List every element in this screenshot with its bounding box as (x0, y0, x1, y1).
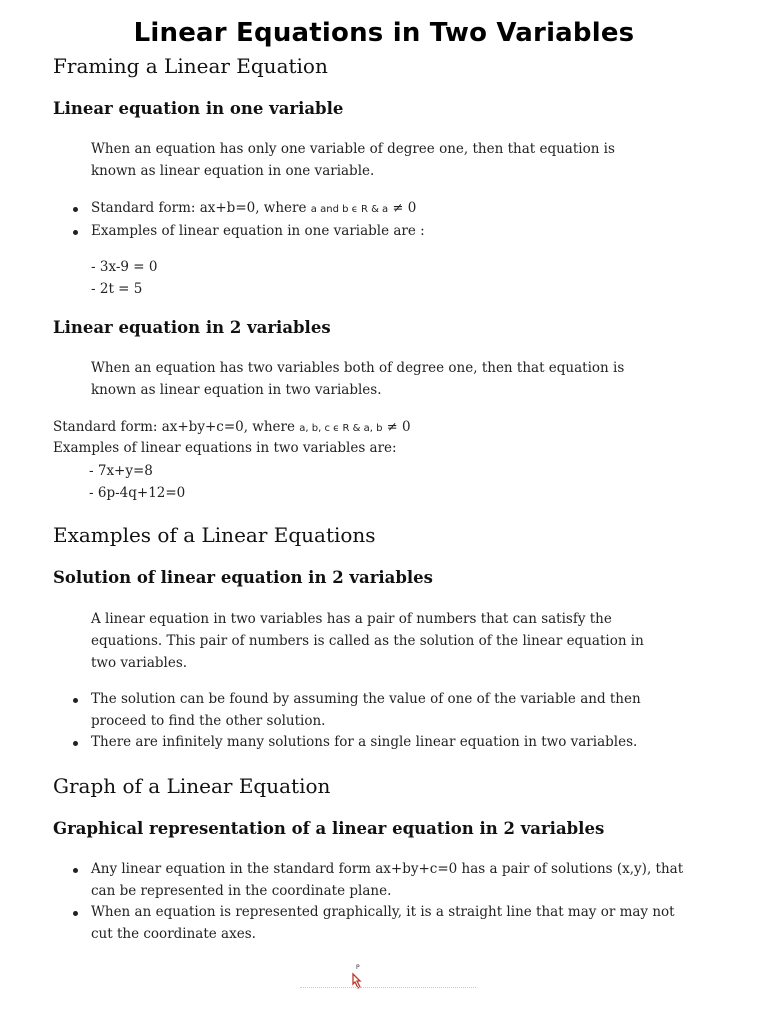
example-equation: - 3x-9 = 0 (91, 259, 158, 275)
paragraph-line: equations. This pair of numbers is called as the solution of the linear equation in (91, 633, 644, 649)
standard-form-condition: a, b, c ϵ R & a, b (299, 423, 383, 434)
examples-intro: Examples of linear equation in one variable are : (91, 222, 425, 239)
paragraph-line: When an equation has only one variable of degree one, then that equation is (91, 141, 615, 157)
paragraph-line: known as linear equation in two variables. (91, 382, 382, 398)
document-title: Linear Equations in Two Variables (133, 18, 635, 48)
axis-line (300, 987, 476, 988)
not-equal-symbol: ≠ (386, 420, 398, 435)
graph-figure-fragment (300, 962, 476, 992)
point-label: P (356, 964, 360, 971)
bullet-line: The solution can be found by assuming the value of one of the variable and then (91, 691, 641, 707)
bullet-dot (73, 911, 78, 916)
paragraph-solution (91, 608, 691, 674)
bullet-dot (73, 230, 78, 235)
subheading-graphical: Graphical representation of a linear equation in 2 variables (53, 819, 605, 838)
list-item (71, 902, 711, 945)
paragraph-line: A linear equation in two variables has a pair of numbers that can satisfy the (91, 611, 612, 627)
section-heading-examples: Examples of a Linear Equations (53, 523, 376, 547)
bullet-list-graphical (71, 859, 711, 945)
paragraph-one-variable (91, 138, 691, 182)
bullet-line: can be represented in the coordinate plane. (91, 882, 392, 899)
bullet-line: Any linear equation in the standard form ax+by+c=0 has a pair of solutions (x,y), that (91, 861, 684, 877)
bullet-list-solution (71, 689, 711, 754)
subheading-two-variables: Linear equation in 2 variables (53, 318, 331, 337)
subheading-solution: Solution of linear equation in 2 variables (53, 568, 433, 587)
paragraph-line: two variables. (91, 655, 188, 671)
example-equation: - 2t = 5 (91, 281, 143, 297)
paragraph-line: When an equation has two variables both of degree one, then that equation is (91, 360, 625, 376)
list-item (71, 198, 711, 221)
bullet-line: There are infinitely many solutions for a single linear equation in two variables. (91, 734, 638, 750)
paragraph-line: known as linear equation in one variable. (91, 163, 375, 179)
paragraph-two-variables (91, 357, 691, 401)
point-marker-icon (348, 962, 368, 990)
bullet-dot (73, 207, 78, 212)
list-item (71, 859, 711, 902)
bullet-line: proceed to find the other solution. (91, 712, 326, 729)
zero-value: 0 (401, 419, 411, 435)
list-item (71, 221, 711, 243)
list-item (71, 689, 711, 732)
not-equal-symbol: ≠ (392, 201, 404, 216)
zero-value: 0 (407, 200, 417, 216)
bullet-line: When an equation is represented graphically, it is a straight line that may or may not (91, 904, 675, 920)
list-item (71, 732, 711, 754)
examples-intro: Examples of linear equations in two variables are: (53, 440, 397, 456)
example-equation: - 6p-4q+12=0 (89, 485, 186, 501)
arrow-cursor-shape (353, 974, 360, 988)
bullet-dot (73, 741, 78, 746)
section-heading-graph: Graph of a Linear Equation (53, 774, 331, 798)
bullet-list-one-variable (71, 198, 711, 242)
bullet-dot (73, 868, 78, 873)
subheading-one-variable: Linear equation in one variable (53, 99, 344, 118)
standard-form-text: Standard form: ax+b=0, where (91, 200, 307, 216)
standard-form-text: Standard form: ax+by+c=0, where (53, 419, 295, 435)
standard-form-condition: a and b ϵ R & a (310, 204, 389, 215)
bullet-line: cut the coordinate axes. (91, 925, 256, 942)
example-equation: - 7x+y=8 (89, 463, 153, 479)
bullet-dot (73, 698, 78, 703)
section-heading-framing: Framing a Linear Equation (53, 54, 328, 78)
